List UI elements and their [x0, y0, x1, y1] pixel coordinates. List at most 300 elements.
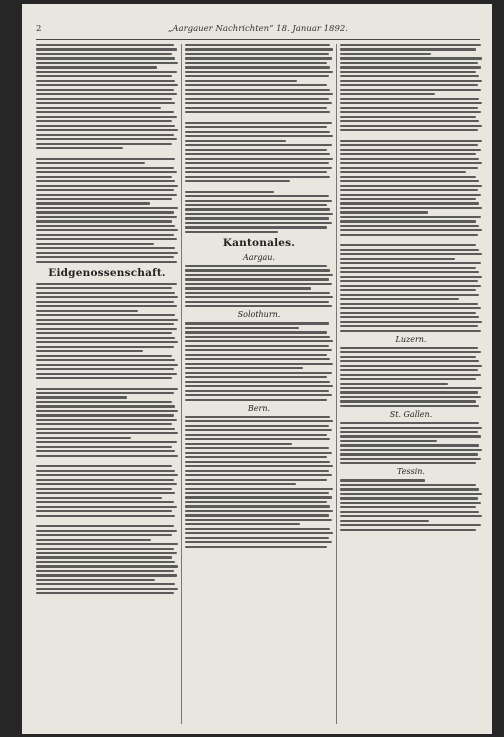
text-line [185, 53, 329, 55]
text-line [185, 501, 327, 503]
text-line [185, 420, 333, 422]
text-line [185, 122, 332, 124]
text-line [340, 144, 478, 146]
text-line [36, 410, 178, 412]
text-line [340, 271, 479, 273]
text-line [340, 422, 479, 424]
text-line [340, 244, 476, 246]
text-line [185, 447, 329, 449]
text-line [36, 359, 175, 361]
text-line [36, 574, 177, 576]
text-line [36, 543, 178, 545]
text-line [340, 285, 481, 287]
text-line [185, 93, 333, 95]
text-line [36, 497, 162, 499]
text-line [36, 364, 178, 366]
text-line [340, 185, 482, 187]
subhead-st-gallen: St. Gallen. [389, 410, 433, 420]
text-line [340, 189, 478, 191]
text-line [340, 316, 479, 318]
section-heading-eidgenossenschaft: Eidgenossenschaft. [48, 266, 166, 279]
text-line [185, 126, 327, 128]
text-line [340, 234, 478, 236]
text-line [340, 280, 478, 282]
text-line [340, 162, 482, 164]
text-line [36, 138, 177, 140]
text-line [340, 153, 476, 155]
text-line [340, 71, 476, 73]
text-line [185, 265, 327, 267]
text-line [340, 351, 481, 353]
text-line [185, 57, 332, 59]
text-line [185, 322, 329, 324]
text-line [185, 158, 333, 160]
text-line [340, 444, 479, 446]
text-line [36, 229, 178, 231]
text-line [185, 111, 330, 113]
text-line [36, 129, 178, 131]
text-line [36, 483, 177, 485]
text-line [340, 98, 479, 100]
text-line [340, 321, 482, 323]
text-line [185, 80, 297, 82]
text-line [340, 462, 476, 464]
text-line [185, 465, 333, 467]
text-line [185, 217, 329, 219]
text-line [340, 207, 482, 209]
text-line [36, 185, 178, 187]
text-line [36, 583, 175, 585]
text-line [185, 367, 303, 369]
text-line [340, 427, 482, 429]
text-line [36, 220, 172, 222]
text-line [340, 307, 481, 309]
text-line [36, 565, 178, 567]
text-line [185, 195, 329, 197]
text-line [340, 431, 478, 433]
text-line [36, 238, 177, 240]
text-line [36, 71, 177, 73]
text-line [36, 501, 174, 503]
text-line [185, 71, 333, 73]
text-line [36, 414, 174, 416]
text-line [185, 425, 329, 427]
text-line [36, 323, 174, 325]
text-line [185, 176, 330, 178]
text-line [36, 539, 151, 541]
text-line [185, 107, 327, 109]
text-line [36, 62, 178, 64]
text-line [36, 570, 174, 572]
text-line [36, 401, 172, 403]
text-line [36, 479, 174, 481]
text-line [185, 354, 327, 356]
text-line [185, 434, 327, 436]
text-line [185, 492, 329, 494]
text-line [340, 111, 481, 113]
text-line [340, 267, 476, 269]
text-line [36, 368, 174, 370]
text-line [340, 75, 479, 77]
text-line [340, 511, 479, 513]
text-line [340, 198, 476, 200]
text-line [340, 176, 476, 178]
text-line [36, 57, 175, 59]
text-line [340, 107, 478, 109]
text-line [185, 287, 311, 289]
text-line [340, 129, 478, 131]
text-line [36, 332, 172, 334]
subhead-tessin: Tessin. [397, 467, 425, 477]
text-line [340, 289, 476, 291]
text-line [36, 143, 172, 145]
text-line [185, 505, 330, 507]
text-line [36, 350, 143, 352]
text-line [36, 341, 178, 343]
text-line [340, 249, 479, 251]
text-line [340, 93, 435, 95]
text-line [36, 388, 178, 390]
text-line [36, 506, 177, 508]
text-line [185, 327, 299, 329]
text-line [185, 345, 329, 347]
text-line [36, 256, 174, 258]
text-line [340, 44, 481, 46]
text-line [36, 84, 178, 86]
text-line [340, 80, 482, 82]
text-line [340, 365, 482, 367]
text-line [185, 102, 332, 104]
text-line [340, 493, 482, 495]
text-line [340, 330, 481, 332]
text-line [185, 226, 327, 228]
text-line [185, 305, 332, 307]
text-line [36, 556, 172, 558]
text-line [36, 314, 175, 316]
text-line [340, 258, 455, 260]
text-line [185, 546, 327, 548]
text-line [340, 515, 482, 517]
text-line [36, 261, 177, 263]
text-line [340, 325, 478, 327]
text-line [36, 510, 172, 512]
text-line [340, 524, 481, 526]
text-line [36, 243, 154, 245]
text-line [185, 461, 330, 463]
text-line [185, 98, 329, 100]
text-line [185, 283, 332, 285]
text-line [36, 234, 174, 236]
text-line [340, 453, 478, 455]
text-line [185, 336, 330, 338]
text-line [36, 470, 175, 472]
text-line [36, 167, 174, 169]
text-line [36, 198, 172, 200]
text-line [340, 484, 476, 486]
text-line [340, 57, 482, 59]
text-line [340, 180, 479, 182]
text-line [340, 120, 479, 122]
text-line [185, 162, 329, 164]
text-line [340, 211, 428, 213]
text-line [340, 53, 431, 55]
text-line [36, 337, 175, 339]
text-line [36, 93, 177, 95]
text-line [36, 441, 177, 443]
text-line [36, 405, 175, 407]
text-line [185, 385, 333, 387]
text-line [36, 305, 177, 307]
text-line [36, 147, 123, 149]
text-line [185, 191, 274, 193]
text-line [340, 488, 479, 490]
text-line [185, 269, 330, 271]
subhead-bern: Bern. [247, 403, 271, 413]
text-line [185, 510, 333, 512]
text-line [185, 376, 327, 378]
text-line [36, 392, 174, 394]
text-line [340, 116, 476, 118]
text-line [185, 331, 327, 333]
text-line [36, 216, 177, 218]
text-line [36, 377, 172, 379]
text-line [340, 102, 482, 104]
text-line [185, 372, 332, 374]
text-line [340, 253, 482, 255]
page-number: 2 [36, 24, 42, 34]
text-line [36, 171, 177, 173]
text-line [36, 211, 174, 213]
text-line [185, 470, 329, 472]
text-line [36, 53, 172, 55]
text-line [185, 140, 286, 142]
text-line [185, 301, 329, 303]
text-line [36, 319, 178, 321]
text-line [340, 506, 476, 508]
text-line [36, 202, 150, 204]
text-line [340, 400, 476, 402]
text-line [185, 167, 332, 169]
text-line [36, 292, 175, 294]
text-line [185, 452, 332, 454]
text-line [340, 298, 459, 300]
text-line [185, 75, 329, 77]
text-line [185, 483, 296, 485]
text-line [185, 532, 333, 534]
text-line [340, 48, 476, 50]
text-line [340, 140, 482, 142]
subhead-aargau: Aargau. [243, 252, 275, 262]
text-line [185, 204, 327, 206]
text-line [340, 396, 481, 398]
text-line [36, 488, 172, 490]
text-line [340, 383, 448, 385]
text-line [36, 89, 174, 91]
text-line [340, 171, 466, 173]
text-line [185, 296, 333, 298]
page-header [36, 24, 480, 36]
paragraph-gap [185, 185, 333, 191]
text-line [340, 497, 478, 499]
text-line [36, 552, 177, 554]
text-line [340, 529, 476, 531]
text-line [185, 390, 329, 392]
text-line [36, 125, 175, 127]
text-line [36, 301, 174, 303]
text-line [340, 216, 481, 218]
section-heading-kantonales: Kantonales. [222, 236, 296, 249]
text-line [36, 579, 155, 581]
text-line [185, 438, 330, 440]
text-line [36, 252, 178, 254]
text-line [185, 474, 332, 476]
text-line [36, 588, 178, 590]
text-line [36, 116, 177, 118]
column-2 [185, 44, 333, 724]
text-line [36, 310, 138, 312]
text-line [185, 222, 332, 224]
text-line [340, 374, 481, 376]
text-line [340, 276, 482, 278]
text-line [36, 373, 177, 375]
text-line [340, 167, 478, 169]
newspaper-page [22, 4, 492, 734]
text-line [340, 194, 481, 196]
text-line [36, 296, 178, 298]
text-line [185, 153, 330, 155]
text-line [36, 162, 145, 164]
text-line [36, 328, 177, 330]
text-line [340, 294, 479, 296]
text-line [185, 62, 327, 64]
text-line [185, 340, 333, 342]
text-line [340, 520, 429, 522]
text-line [340, 360, 479, 362]
text-line [340, 440, 437, 442]
text-line [36, 346, 174, 348]
text-line [185, 416, 330, 418]
text-line [36, 432, 178, 434]
text-line [36, 287, 172, 289]
paragraph-gap [36, 152, 178, 158]
text-line [36, 423, 172, 425]
header-rule [36, 39, 480, 40]
text-line [36, 450, 175, 452]
text-line [36, 111, 174, 113]
text-line [185, 519, 332, 521]
text-line [185, 429, 332, 431]
text-line [36, 437, 131, 439]
text-line [340, 303, 478, 305]
text-line [185, 149, 327, 151]
text-line [340, 458, 481, 460]
text-line [36, 525, 174, 527]
text-line [36, 44, 174, 46]
text-line [340, 62, 478, 64]
text-line [36, 534, 172, 536]
text-line [36, 492, 175, 494]
text-line [36, 465, 172, 467]
text-line [36, 98, 172, 100]
text-line [36, 48, 177, 50]
text-line [185, 144, 332, 146]
text-line [340, 356, 476, 358]
text-line [185, 358, 330, 360]
text-line [185, 541, 332, 543]
text-line [185, 399, 327, 401]
text-line [340, 502, 481, 504]
text-line [185, 523, 300, 525]
text-line [340, 449, 482, 451]
subhead-solothurn: Solothurn. [237, 310, 281, 320]
text-line [36, 530, 177, 532]
text-line [185, 171, 327, 173]
text-line [185, 274, 333, 276]
text-line [340, 89, 481, 91]
paragraph-gap [185, 116, 333, 122]
text-line [36, 134, 174, 136]
text-line [185, 48, 333, 50]
text-line [185, 44, 330, 46]
text-line [340, 202, 479, 204]
text-line [36, 176, 172, 178]
text-line [340, 149, 481, 151]
text-line [36, 80, 175, 82]
text-line [36, 120, 172, 122]
text-line [36, 455, 178, 457]
text-line [36, 592, 174, 594]
text-line [340, 435, 481, 437]
text-line [36, 194, 177, 196]
text-line [185, 278, 329, 280]
text-line [36, 355, 172, 357]
text-line [36, 107, 161, 109]
text-line [340, 479, 425, 481]
text-line [185, 208, 330, 210]
paragraph-gap [340, 134, 482, 140]
subhead-luzern: Luzern. [395, 334, 427, 344]
text-line [36, 515, 175, 517]
text-line [185, 131, 330, 133]
text-line [340, 84, 478, 86]
text-line [36, 283, 177, 285]
text-line [185, 180, 290, 182]
text-line [340, 347, 478, 349]
text-line [185, 349, 332, 351]
text-line [185, 213, 333, 215]
text-line [185, 84, 327, 86]
text-line [340, 405, 479, 407]
text-line [36, 548, 174, 550]
column-1 [36, 44, 178, 724]
text-line [36, 189, 174, 191]
text-line [36, 158, 175, 160]
text-line [36, 396, 127, 398]
text-line [185, 443, 292, 445]
text-line [36, 446, 172, 448]
text-line [36, 419, 177, 421]
text-line [185, 363, 333, 365]
text-line [36, 66, 157, 68]
text-line [185, 479, 327, 481]
running-title: „Aargauer Nachrichten“ 18. Januar 1892. [168, 24, 348, 34]
text-line [340, 391, 478, 393]
text-line [340, 229, 482, 231]
text-line [185, 488, 333, 490]
text-line [36, 180, 175, 182]
text-line [185, 200, 332, 202]
text-line [340, 220, 476, 222]
